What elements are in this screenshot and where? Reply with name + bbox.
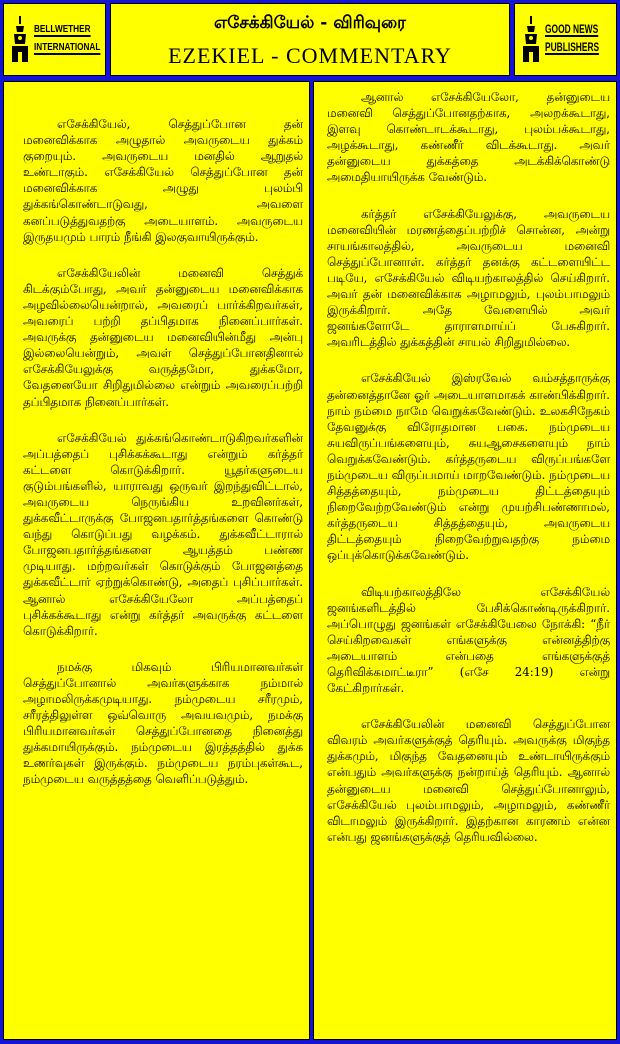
bellwether-logo-box: [3, 3, 106, 76]
paragraph: எசேக்கியேல், செத்துப்போன தன் மனைவிக்காக அழுதால் அவருடைய துக்கம் குறையும். அவருடைய மனதில் ஆறுதல் உண்டாகும். எசேக்கியேல் செத்துப்போன தன் மனைவிக்காக அழுது புலம்பி துக்கங்கொண்டாடுவது, அவளை கனப்படுத்துவதற்கு அடையாளம். அவருடைய இருதயமும் பாரம் நீங்கி இலகுவாயிருக்கும்.: [23, 117, 303, 244]
left-column: [3, 81, 310, 1040]
good-news-logo: [521, 16, 613, 66]
paragraph: எசேக்கியேலின் மனைவி செத்துப்போன விவரம் அவர்களுக்குத் தெரியும். அவருக்கு மிகுந்த துக்கமும், மிகுந்த வேதனையும் உண்டாயிருக்கும் என்பதும் அவர்களுக்கு நன்றாய்த் தெரியும். ஆனால் தன்னுடைய மனைவி செத்துப்போனாலும், எசேக்கியேல் புலம்பாமலும், அழாமலும், கண்ணீர் விடாமலும் இருக்கிறார். இதற்கான காரணம் என்ன என்பது ஜனங்களுக்குத் தெரியவில்லை.: [327, 717, 610, 844]
page-title-english: EZEKIEL - COMMENTARY: [168, 43, 452, 68]
logo-right-line1: GOOD NEWS: [545, 22, 599, 36]
paragraph: எசேக்கியேலின் மனைவி செத்துக் கிடக்கும்போது, அவர் தன்னுடைய மனைவிக்காக அழவில்லையென்றால், அவரைப் பார்க்கிறவர்கள், அவரைப் பற்றி தப்பிதமாக நினைப்பார்கள். அவருக்கு தன்னுடைய மனைவியின்மீது அன்பு இல்லையென்றும், அவள் செத்துப்போனதினால் எசேக்கியேலுக்கு வருத்தமோ, துக்கமோ, வேதனையோ சிறிதுமில்லை என்றும் அவரைப்பற்றி தப்பிதமாக நினைப்பார்கள்.: [23, 265, 303, 409]
logo-left-line1: BELLWETHER: [34, 24, 91, 35]
paragraph: நமக்கு மிகவும் பிரியமானவர்கள் செத்துப்போனால் அவர்களுக்காக நம்மால் அழாமலிருக்கமுடியாது. நம்முடைய சரீரமும், சரீரத்திலுள்ள ஒவ்வொரு அவயவமும், நமக்கு பிரியமானவர்கள் செத்துப்போனதை நினைத்து துக்கமாயிருக்கும். நம்முடைய இரத்தத்தில் துக்க உணர்வுகள் இருக்கும். நம்முடைய நரம்புகள்கூட, நம்முடைய வருத்தத்தை வெளிப்படுத்தும்.: [23, 659, 303, 787]
paragraph: ஆனால் எசேக்கியேலோ, தன்னுடைய மனைவி செத்துப்போனதற்காக, அலறக்கூடாது, இளவு கொண்டாடக்கூடாது, புலம்பக்கூடாது, அழக்கூடாது, கண்ணீர் விடக்கூடாது. அவர் தன்னுடைய துக்கத்தை அடக்கிக்கொண்டு அமைதியாயிருக்க வேண்டும்.: [327, 90, 610, 185]
good-news-logo-box: [514, 3, 617, 76]
paragraph: எசேக்கியேல் இஸ்ரவேல் வம்சத்தாருக்கு தன்னைத்தானே ஓர் அடையாளமாகக் காண்பிக்கிறார். நாம் நம்மை நாமே வெறுக்கவேண்டும். உலகசிநேகம் தேவனுக்கு விரோதமான பகை. நம்முடைய சுயவிருப்பங்களையும், சுயஆசைகளையும் நாம் வெறுக்கவேண்டும். கர்த்தருடைய விருப்பங்களே நம்முடைய விருப்பமாய் மாறவேண்டும். நம்முடைய சித்தத்தையும், நம்முடைய திட்டத்தையும் நிறைவேற்றவேண்டும் என்று முயற்சிபண்ணாமல், கர்த்தருடைய சித்தத்தையும், அவருடைய திட்டத்தையும் நிறைவேற்றுவதற்கு நம்மை ஒப்புக்கொடுக்கவேண்டும்.: [327, 371, 610, 563]
title-box: [110, 3, 510, 76]
paragraph: விடியற்காலத்திலே எசேக்கியேல் ஜனங்களிடத்தில் பேசிக்கொண்டிருக்கிறார். அப்பொழுது ஜனங்கள் எசேக்கியேலை நோக்கி: “நீர் செய்கிறவைகள் எங்களுக்கு என்னத்திற்கு அடையாளம் என்பதை எங்களுக்குத் தெரிவிக்கமாட்டீரா” (எசே 24:19) என்று கேட்கிறார்கள்.: [327, 584, 610, 696]
page-header: [3, 3, 617, 76]
bell-tower-icon: [521, 16, 541, 62]
paragraph: எசேக்கியேல் துக்கங்கொண்டாடுகிறவர்களின் அப்பத்தைப் புசிக்கக்கூடாது என்றும் கர்த்தர் கட்டளை கொடுக்கிறார். யூதர்களுடைய குடும்பங்களில், யாராவது ஒருவர் இறந்துவிட்டால், அவருடைய நெருங்கிய உறவினர்கள், துக்கவீட்டாருக்கு போஜனபதார்த்தங்களை கொண்டு வந்து கொடுப்பது வழக்கம். துக்கவீட்டாரால் போஜனபதார்த்தங்களை ஆயத்தம் பண்ண முடியாது. மற்றவர்கள் கொடுக்கும் போஜனத்தை துக்கவீட்டார் ஏற்றுக்கொண்டு, அதைப் புசிப்பார்கள். ஆனால் எசேக்கியேலோ அப்பத்தைப் புசிக்கக்கூடாது என்று கர்த்தர் அவருக்கு கட்டளை கொடுக்கிறார்.: [23, 430, 303, 638]
page-title-tamil: எசேக்கியேல் - விரிவுரை: [214, 13, 406, 33]
right-column: [313, 81, 617, 1040]
bellwether-logo: [10, 16, 102, 66]
bell-tower-icon: [10, 16, 30, 62]
paragraph: கர்த்தர் எசேக்கியேலுக்கு, அவருடைய மனைவியின் மரணத்தைப்பற்றிச் சொன்ன, அன்று சாயங்காலத்தில், அவருடைய மனைவி செத்துப்போனாள். கர்த்தர் தனக்கு கட்டளையிட்ட படியே, எசேக்கியேல் விடியற்காலத்தில் செய்கிறார். அவர் தன் மனைவிக்காக அழாமலும், புலம்பாமலும் இருக்கிறார். அதே வேளையில் அவர் ஜனங்களோடே தாராளமாய்ப் பேசுகிறார். அவரிடத்தில் துக்கத்தின் சாயல் சிறிதுமில்லை.: [327, 206, 610, 350]
logo-right-line2: PUBLISHERS: [545, 40, 600, 54]
logo-left-line2: INTERNATIONAL: [34, 42, 101, 53]
